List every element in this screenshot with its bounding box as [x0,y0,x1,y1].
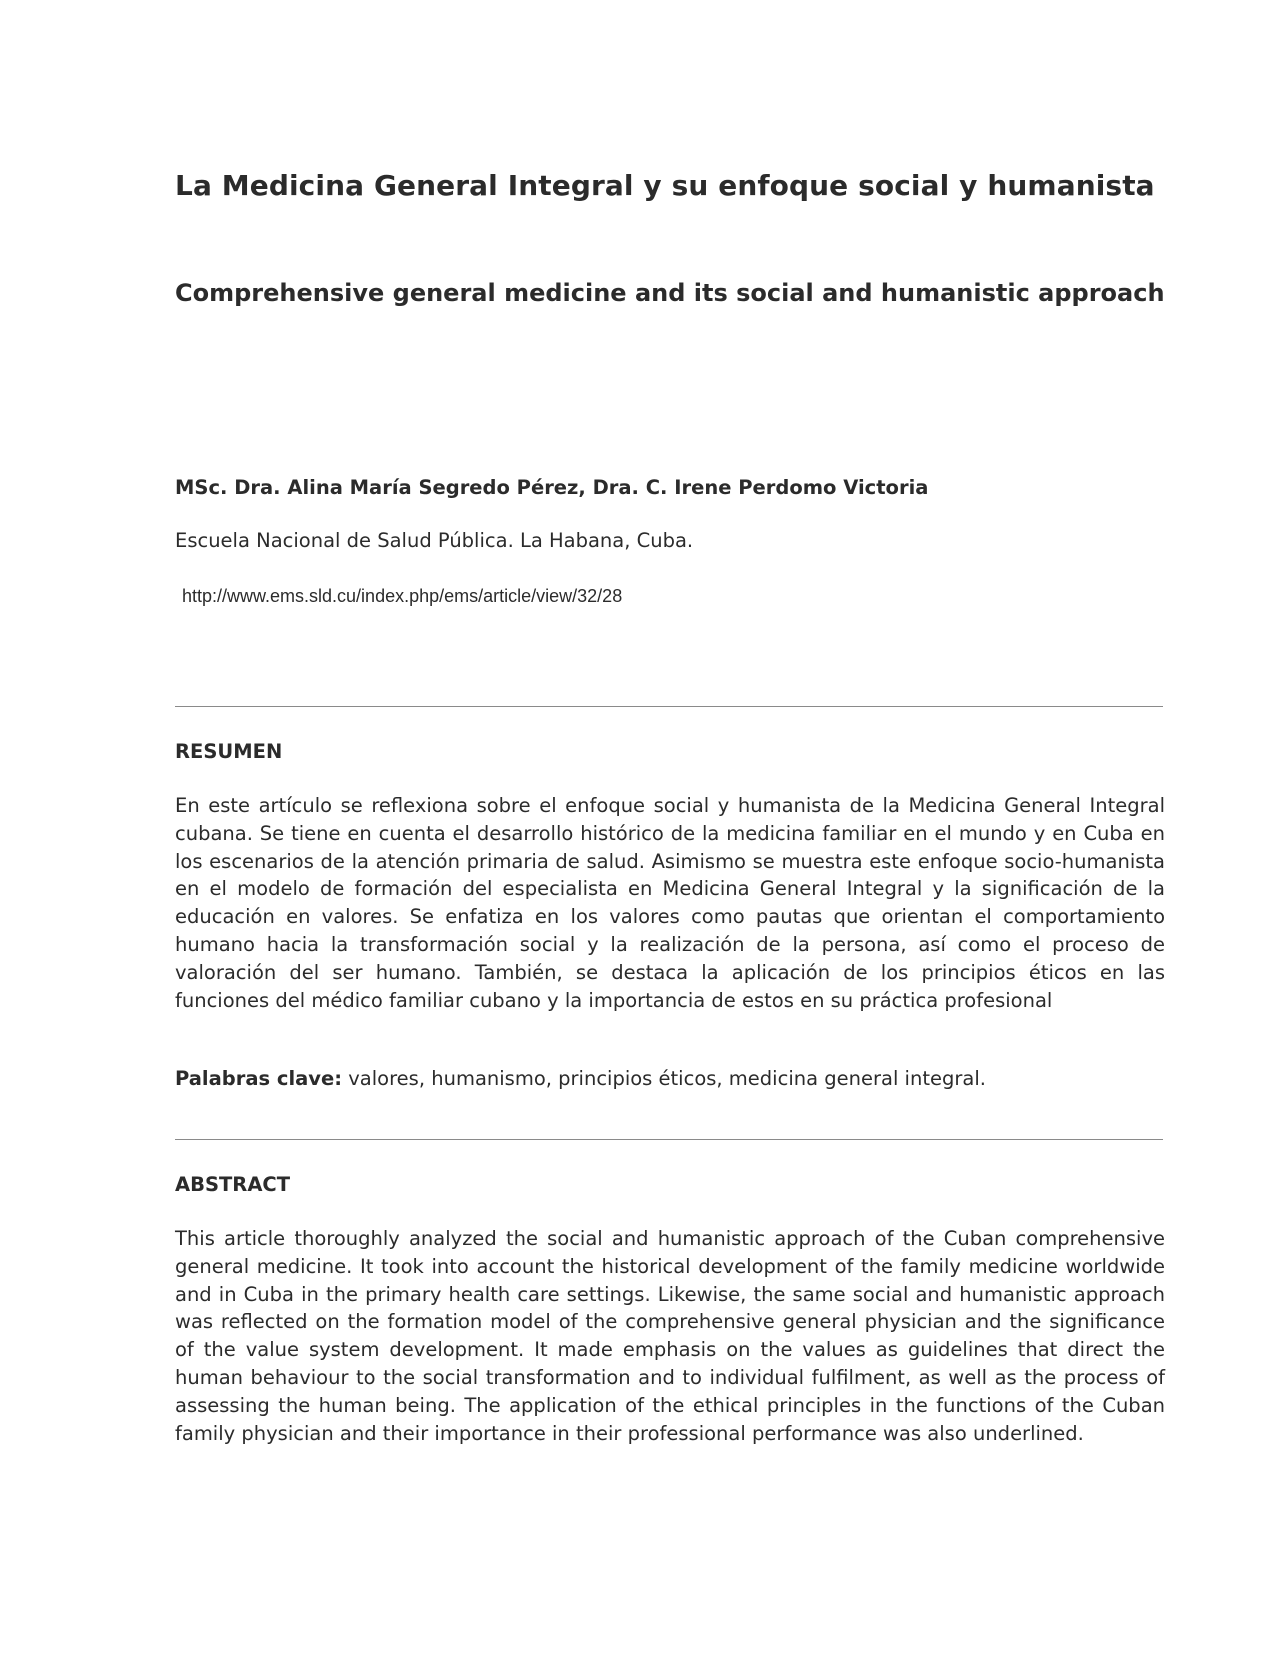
section-divider-middle [175,1139,1163,1140]
abstract-heading: ABSTRACT [175,1173,291,1196]
keywords-label: Palabras clave: [175,1067,343,1090]
article-subtitle: Comprehensive general medicine and its social and humanistic approach [175,279,1165,307]
section-divider-top [175,706,1163,707]
keywords-values: valores, humanismo, principios éticos, medicina general integral. [342,1067,986,1090]
article-url: http://www.ems.sld.cu/index.php/ems/article/view/32/28 [182,586,623,606]
resumen-heading: RESUMEN [175,740,283,763]
keywords-line [175,1066,1165,1092]
article-title: La Medicina General Integral y su enfoque social y humanista [175,169,1155,202]
article-authors: MSc. Dra. Alina María Segredo Pérez, Dra. C. Irene Perdomo Victoria [175,476,929,499]
abstract-paragraph: This article thoroughly analyzed the social and humanistic approach of the Cuban comprehensive general medicine. It took into account the historical development of the family medicine worldwide and in Cuba in the primary health care settings. Likewise, the same social and humanistic approach was reflected on the formation model of the comprehensive general physician and the significance of the value system development. It made emphasis on the values as guidelines that direct the human behaviour to the social transformation and to individual fulfilment, as well as the process of assessing the human being. The application of the ethical principles in the functions of the Cuban family physician and their importance in their professional performance was also underlined. [175,1227,1165,1445]
resumen-paragraph: En este artículo se reflexiona sobre el enfoque social y humanista de la Medicina General Integral cubana. Se tiene en cuenta el desarrollo histórico de la medicina familiar en el mundo y en Cuba en los escenarios de la atención primaria de salud. Asimismo se muestra este enfoque socio-humanista en el modelo de formación del especialista en Medicina General Integral y la significación de la educación en valores. Se enfatiza en los valores como pautas que orientan el comportamiento humano hacia la transformación social y la realización de la persona, así como el proceso de valoración del ser humano. También, se destaca la aplicación de los principios éticos en las funciones del médico familiar cubano y la importancia de estos en su práctica profesional [175,794,1165,1012]
article-institution: Escuela Nacional de Salud Pública. La Habana, Cuba. [175,529,694,552]
